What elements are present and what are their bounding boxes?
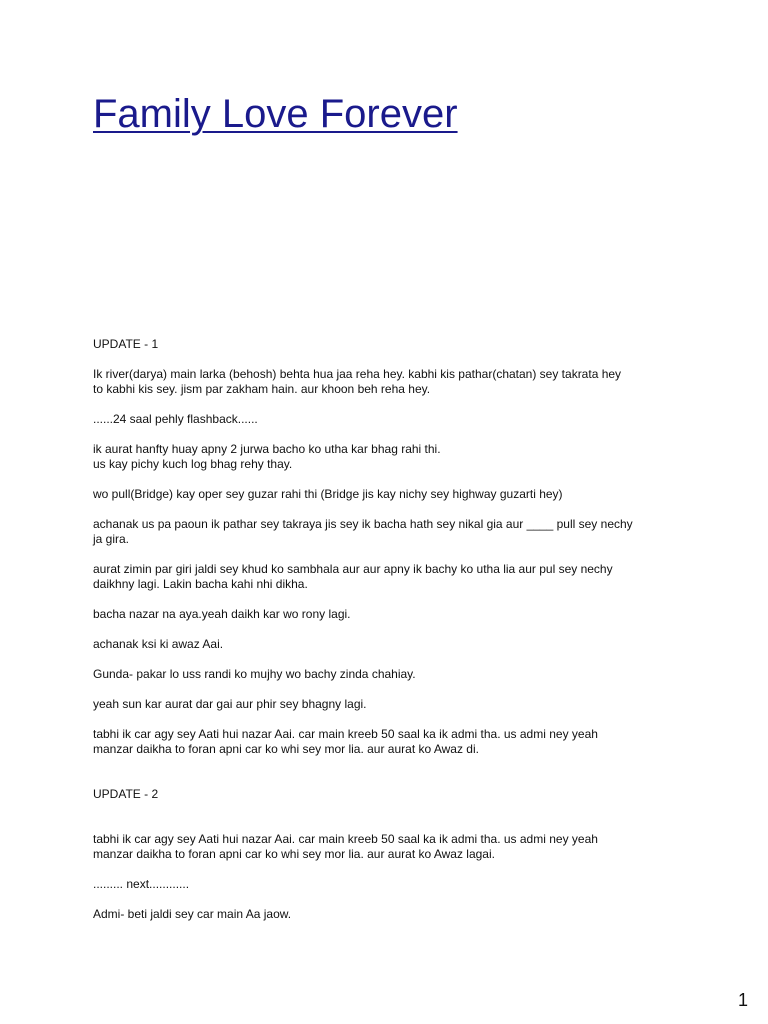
paragraph-line: aurat zimin par giri jaldi sey khud ko sambhala aur aur apny ik bachy ko utha lia aur pul sey nechy (93, 562, 613, 576)
section-heading: UPDATE - 2 (93, 787, 159, 801)
document-title: Family Love Forever (93, 92, 458, 136)
paragraph-line: bacha nazar na aya.yeah daikh kar wo rony lagi. (93, 607, 351, 621)
paragraph-line: ......... next............ (93, 877, 190, 891)
section-heading: UPDATE - 1 (93, 337, 159, 351)
document-body (93, 337, 693, 922)
paragraph-line: ja gira. (93, 532, 130, 546)
paragraph-line: manzar daikha to foran apni car ko whi sey mor lia. aur aurat ko Awaz di. (93, 742, 479, 756)
paragraph-line: us kay pichy kuch log bhag rehy thay. (93, 457, 293, 471)
paragraph-line: achanak us pa paoun ik pathar sey takraya jis sey ik bacha hath sey nikal gia aur ____ pull sey nechy (93, 517, 633, 531)
paragraph-line: wo pull(Bridge) kay oper sey guzar rahi thi (Bridge jis kay nichy sey highway guzarti hey) (93, 487, 563, 501)
paragraph-line: yeah sun kar aurat dar gai aur phir sey bhagny lagi. (93, 697, 367, 711)
paragraph-line: ......24 saal pehly flashback...... (93, 412, 258, 426)
paragraph-line: Gunda- pakar lo uss randi ko mujhy wo bachy zinda chahiay. (93, 667, 416, 681)
paragraph-line: manzar daikha to foran apni car ko whi sey mor lia. aur aurat ko Awaz lagai. (93, 847, 495, 861)
paragraph-line: ik aurat hanfty huay apny 2 jurwa bacho ko utha kar bhag rahi thi. (93, 442, 441, 456)
paragraph-line: to kabhi kis sey. jism par zakham hain. aur khoon beh reha hey. (93, 382, 431, 396)
paragraph-line: tabhi ik car agy sey Aati hui nazar Aai. car main kreeb 50 saal ka ik admi tha. us admi ney yeah (93, 832, 598, 846)
paragraph-line: Admi- beti jaldi sey car main Aa jaow. (93, 907, 292, 921)
paragraph-line: achanak ksi ki awaz Aai. (93, 637, 224, 651)
paragraph-line: tabhi ik car agy sey Aati hui nazar Aai. car main kreeb 50 saal ka ik admi tha. us admi ney yeah (93, 727, 598, 741)
paragraph-line: daikhny lagi. Lakin bacha kahi nhi dikha. (93, 577, 308, 591)
page-number: 1 (737, 990, 748, 1010)
paragraph-line: Ik river(darya) main larka (behosh) behta hua jaa reha hey. kabhi kis pathar(chatan) sey takrata hey (93, 367, 622, 381)
